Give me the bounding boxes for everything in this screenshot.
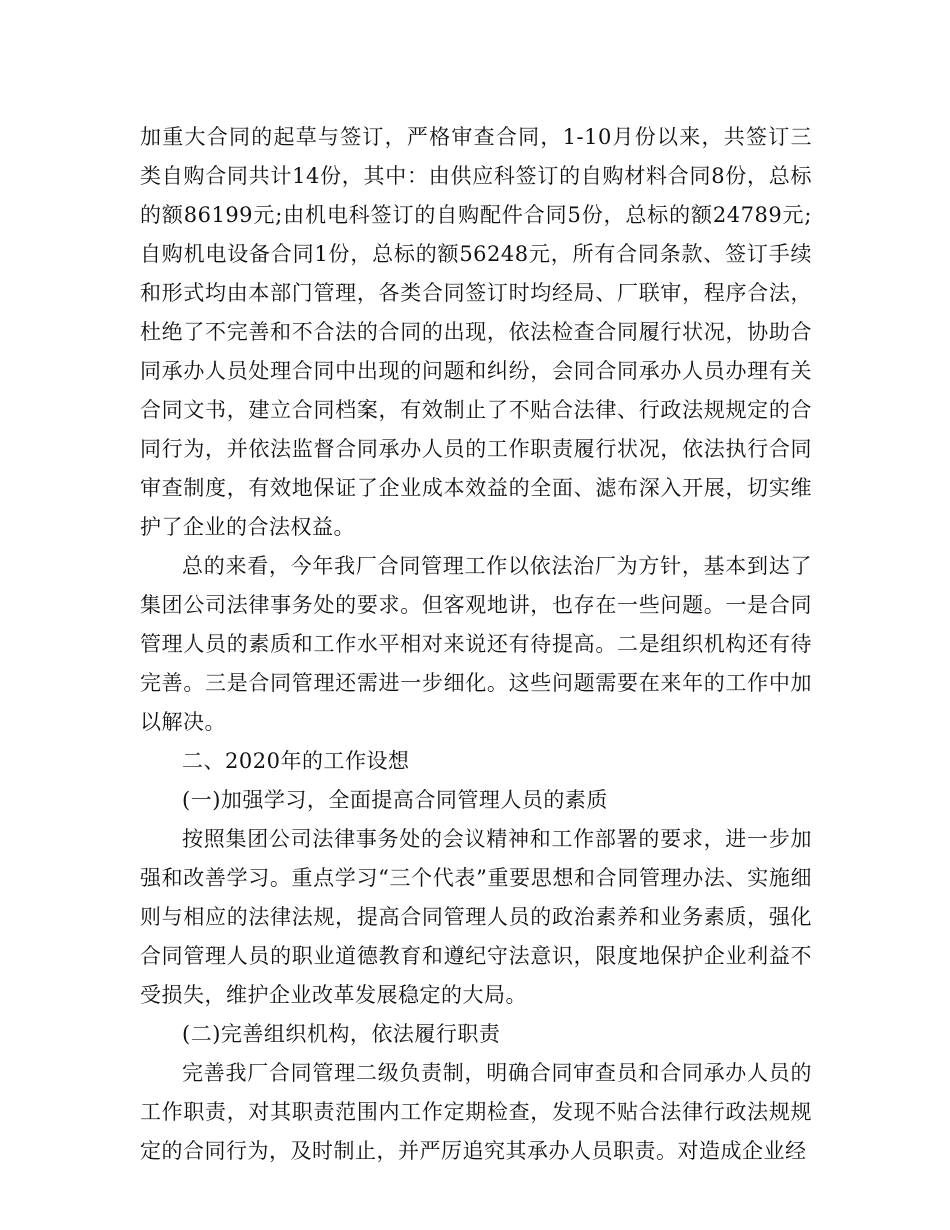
- paragraph-responsibility: 完善我厂合同管理二级负责制，明确合同审查员和合同承办人员的工作职责，对其职责范围内工作定期检查，发现不贴合法律行政法规规定的合同行为，及时制止，并严厉追究其承办人员职责。对造成企业经: [140, 1061, 812, 1163]
- paragraph-contract-review: 加重大合同的起草与签订，严格审查合同，1-10月份以来，共签订三类自购合同共计14份，其中：由供应科签订的自购材料合同8份，总标的额86199元;由机电科签订的自购配件合同5份，总标的额24789元;自购机电设备合同1份，总标的额56248元，所有合同条款、签订手续和形式均由本部门管理，各类合同签订时均经局、厂联审，程序合法，杜绝了不完善和不合法的合同的出现，依法检查合同履行状况，协助合同承办人员处理合同中出现的问题和纠纷，会同合同承办人员办理有关合同文书，建立合同档案，有效制止了不贴合法律、行政法规规定的合同行为，并依法监督合同承办人员的工作职责履行状况，依法执行合同审查制度，有效地保证了企业成本效益的全面、滤布深入开展，切实维护了企业的合法权益。: [140, 125, 812, 539]
- subheading-strengthen-learning: (一)加强学习，全面提高合同管理人员的素质: [182, 788, 608, 812]
- paragraph-learning: 按照集团公司法律事务处的会议精神和工作部署的要求，进一步加强和改善学习。重点学习“三个代表”重要思想和合同管理办法、实施细则与相应的法律法规，提高合同管理人员的政治素养和业务素质，强化合同管理人员的职业道德教育和遵纪守法意识，限度地保护企业利益不受损失，维护企业改革发展稳定的大局。: [140, 827, 812, 1007]
- document-body: [140, 118, 812, 1171]
- section-heading-2020-plan: 二、2020年的工作设想: [182, 749, 410, 773]
- paragraph-summary: 总的来看，今年我厂合同管理工作以依法治厂为方针，基本到达了集团公司法律事务处的要求。但客观地讲，也存在一些问题。一是合同管理人员的素质和工作水平相对来说还有待提高。二是组织机构还有待完善。三是合同管理还需进一步细化。这些问题需要在来年的工作中加以解决。: [140, 554, 812, 734]
- subheading-organization: (二)完善组织机构，依法履行职责: [182, 1022, 501, 1046]
